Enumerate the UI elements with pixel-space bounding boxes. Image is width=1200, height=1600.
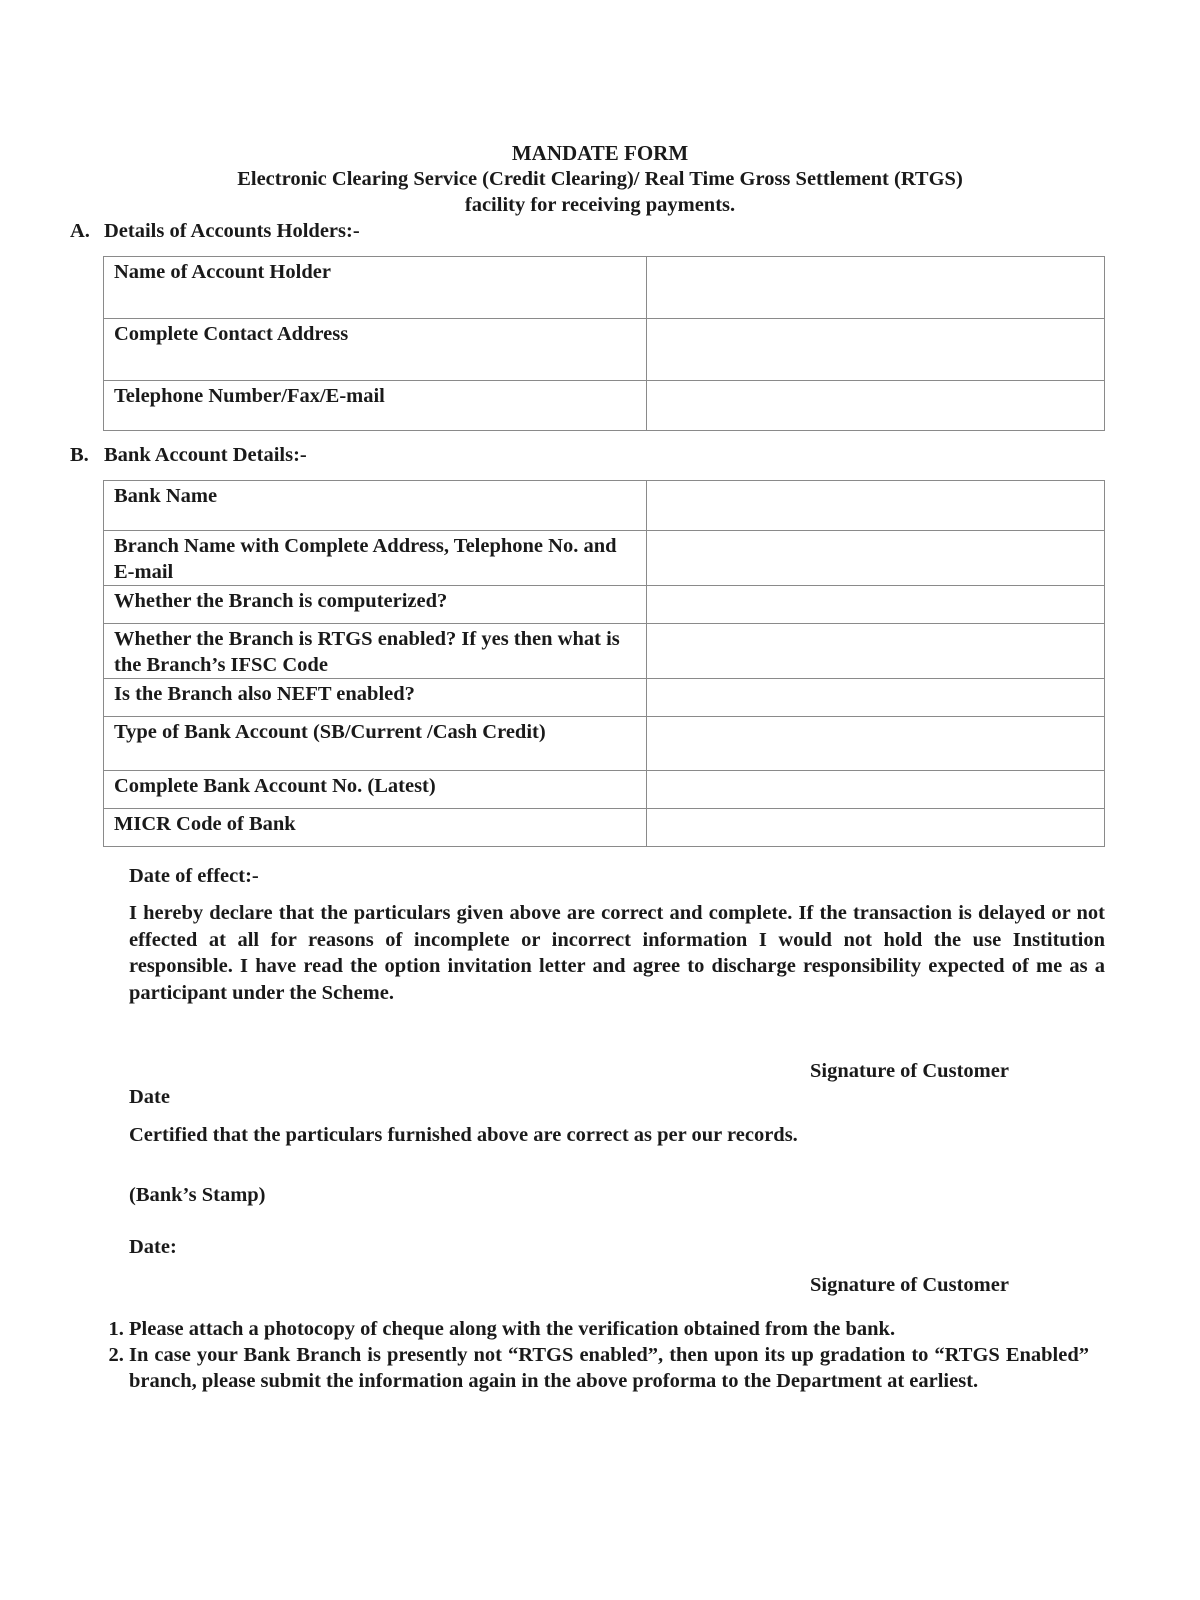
table-row <box>104 771 1105 809</box>
form-subtitle-line2: facility for receiving payments. <box>464 194 736 216</box>
branch-address-field[interactable] <box>647 531 1105 586</box>
table-row <box>104 679 1105 717</box>
branch-computerized-field[interactable] <box>647 586 1105 624</box>
list-item: 1. Please attach a photocopy of cheque along with the verification obtained from the bank. <box>129 1316 1089 1342</box>
row-label: Type of Bank Account (SB/Current /Cash Credit) <box>104 717 647 771</box>
table-row <box>104 381 1105 431</box>
table-row <box>104 481 1105 531</box>
table-row <box>104 809 1105 847</box>
certification-signature-label: Signature of Customer <box>810 1274 1009 1296</box>
section-b-title: Bank Account Details:- <box>104 444 307 466</box>
table-row <box>104 257 1105 319</box>
section-a-marker: A. <box>70 220 90 242</box>
form-subtitle-line1: Electronic Clearing Service (Credit Clearing)/ Real Time Gross Settlement (RTGS) <box>237 168 963 190</box>
neft-enabled-field[interactable] <box>647 679 1105 717</box>
section-b-marker: B. <box>70 444 89 466</box>
row-label: Branch Name with Complete Address, Telephone No. and E-mail <box>104 531 647 586</box>
name-of-account-holder-field[interactable] <box>647 257 1105 319</box>
list-item: 2. In case your Bank Branch is presently not “RTGS enabled”, then upon its up gradation to “RTGS Enabled” branch, please submit the information again in the above proforma to the Department at earliest. <box>129 1342 1089 1394</box>
telephone-fax-email-field[interactable] <box>647 381 1105 431</box>
certification-date-label: Date: <box>129 1236 177 1258</box>
row-label: Complete Bank Account No. (Latest) <box>104 771 647 809</box>
certification-text: Certified that the particulars furnished above are correct as per our records. <box>129 1124 798 1146</box>
contact-address-field[interactable] <box>647 319 1105 381</box>
table-row <box>104 319 1105 381</box>
micr-code-field[interactable] <box>647 809 1105 847</box>
account-number-field[interactable] <box>647 771 1105 809</box>
row-label: Name of Account Holder <box>104 257 647 319</box>
declaration-text: I hereby declare that the particulars given above are correct and complete. If the transaction is delayed or not effected at all for reasons of incomplete or incorrect information I would not hold the use Institution responsible. I have read the option invitation letter and agree to discharge responsibility expected of me as a participant under the Scheme. <box>129 902 1105 1004</box>
section-b-heading <box>70 442 307 468</box>
row-label: Whether the Branch is RTGS enabled? If yes then what is the Branch’s IFSC Code <box>104 624 647 679</box>
row-label: Bank Name <box>104 481 647 531</box>
row-label: MICR Code of Bank <box>104 809 647 847</box>
table-row <box>104 586 1105 624</box>
date-of-effect-label: Date of effect:- <box>129 865 259 887</box>
row-label: Telephone Number/Fax/E-mail <box>104 381 647 431</box>
section-a-heading <box>70 218 360 244</box>
bank-name-field[interactable] <box>647 481 1105 531</box>
form-title: MANDATE FORM <box>511 141 689 165</box>
notes-list <box>86 1316 1089 1394</box>
account-holder-table <box>103 256 1105 431</box>
declaration-date-label: Date <box>129 1086 170 1108</box>
table-row <box>104 624 1105 679</box>
table-row <box>104 717 1105 771</box>
row-label: Is the Branch also NEFT enabled? <box>104 679 647 717</box>
row-label: Whether the Branch is computerized? <box>104 586 647 624</box>
table-row <box>104 531 1105 586</box>
bank-details-table <box>103 480 1105 847</box>
row-label: Complete Contact Address <box>104 319 647 381</box>
section-a-title: Details of Accounts Holders:- <box>104 220 360 242</box>
account-type-field[interactable] <box>647 717 1105 771</box>
bank-stamp-label: (Bank’s Stamp) <box>129 1184 266 1206</box>
rtgs-ifsc-field[interactable] <box>647 624 1105 679</box>
customer-signature-label: Signature of Customer <box>810 1060 1009 1082</box>
